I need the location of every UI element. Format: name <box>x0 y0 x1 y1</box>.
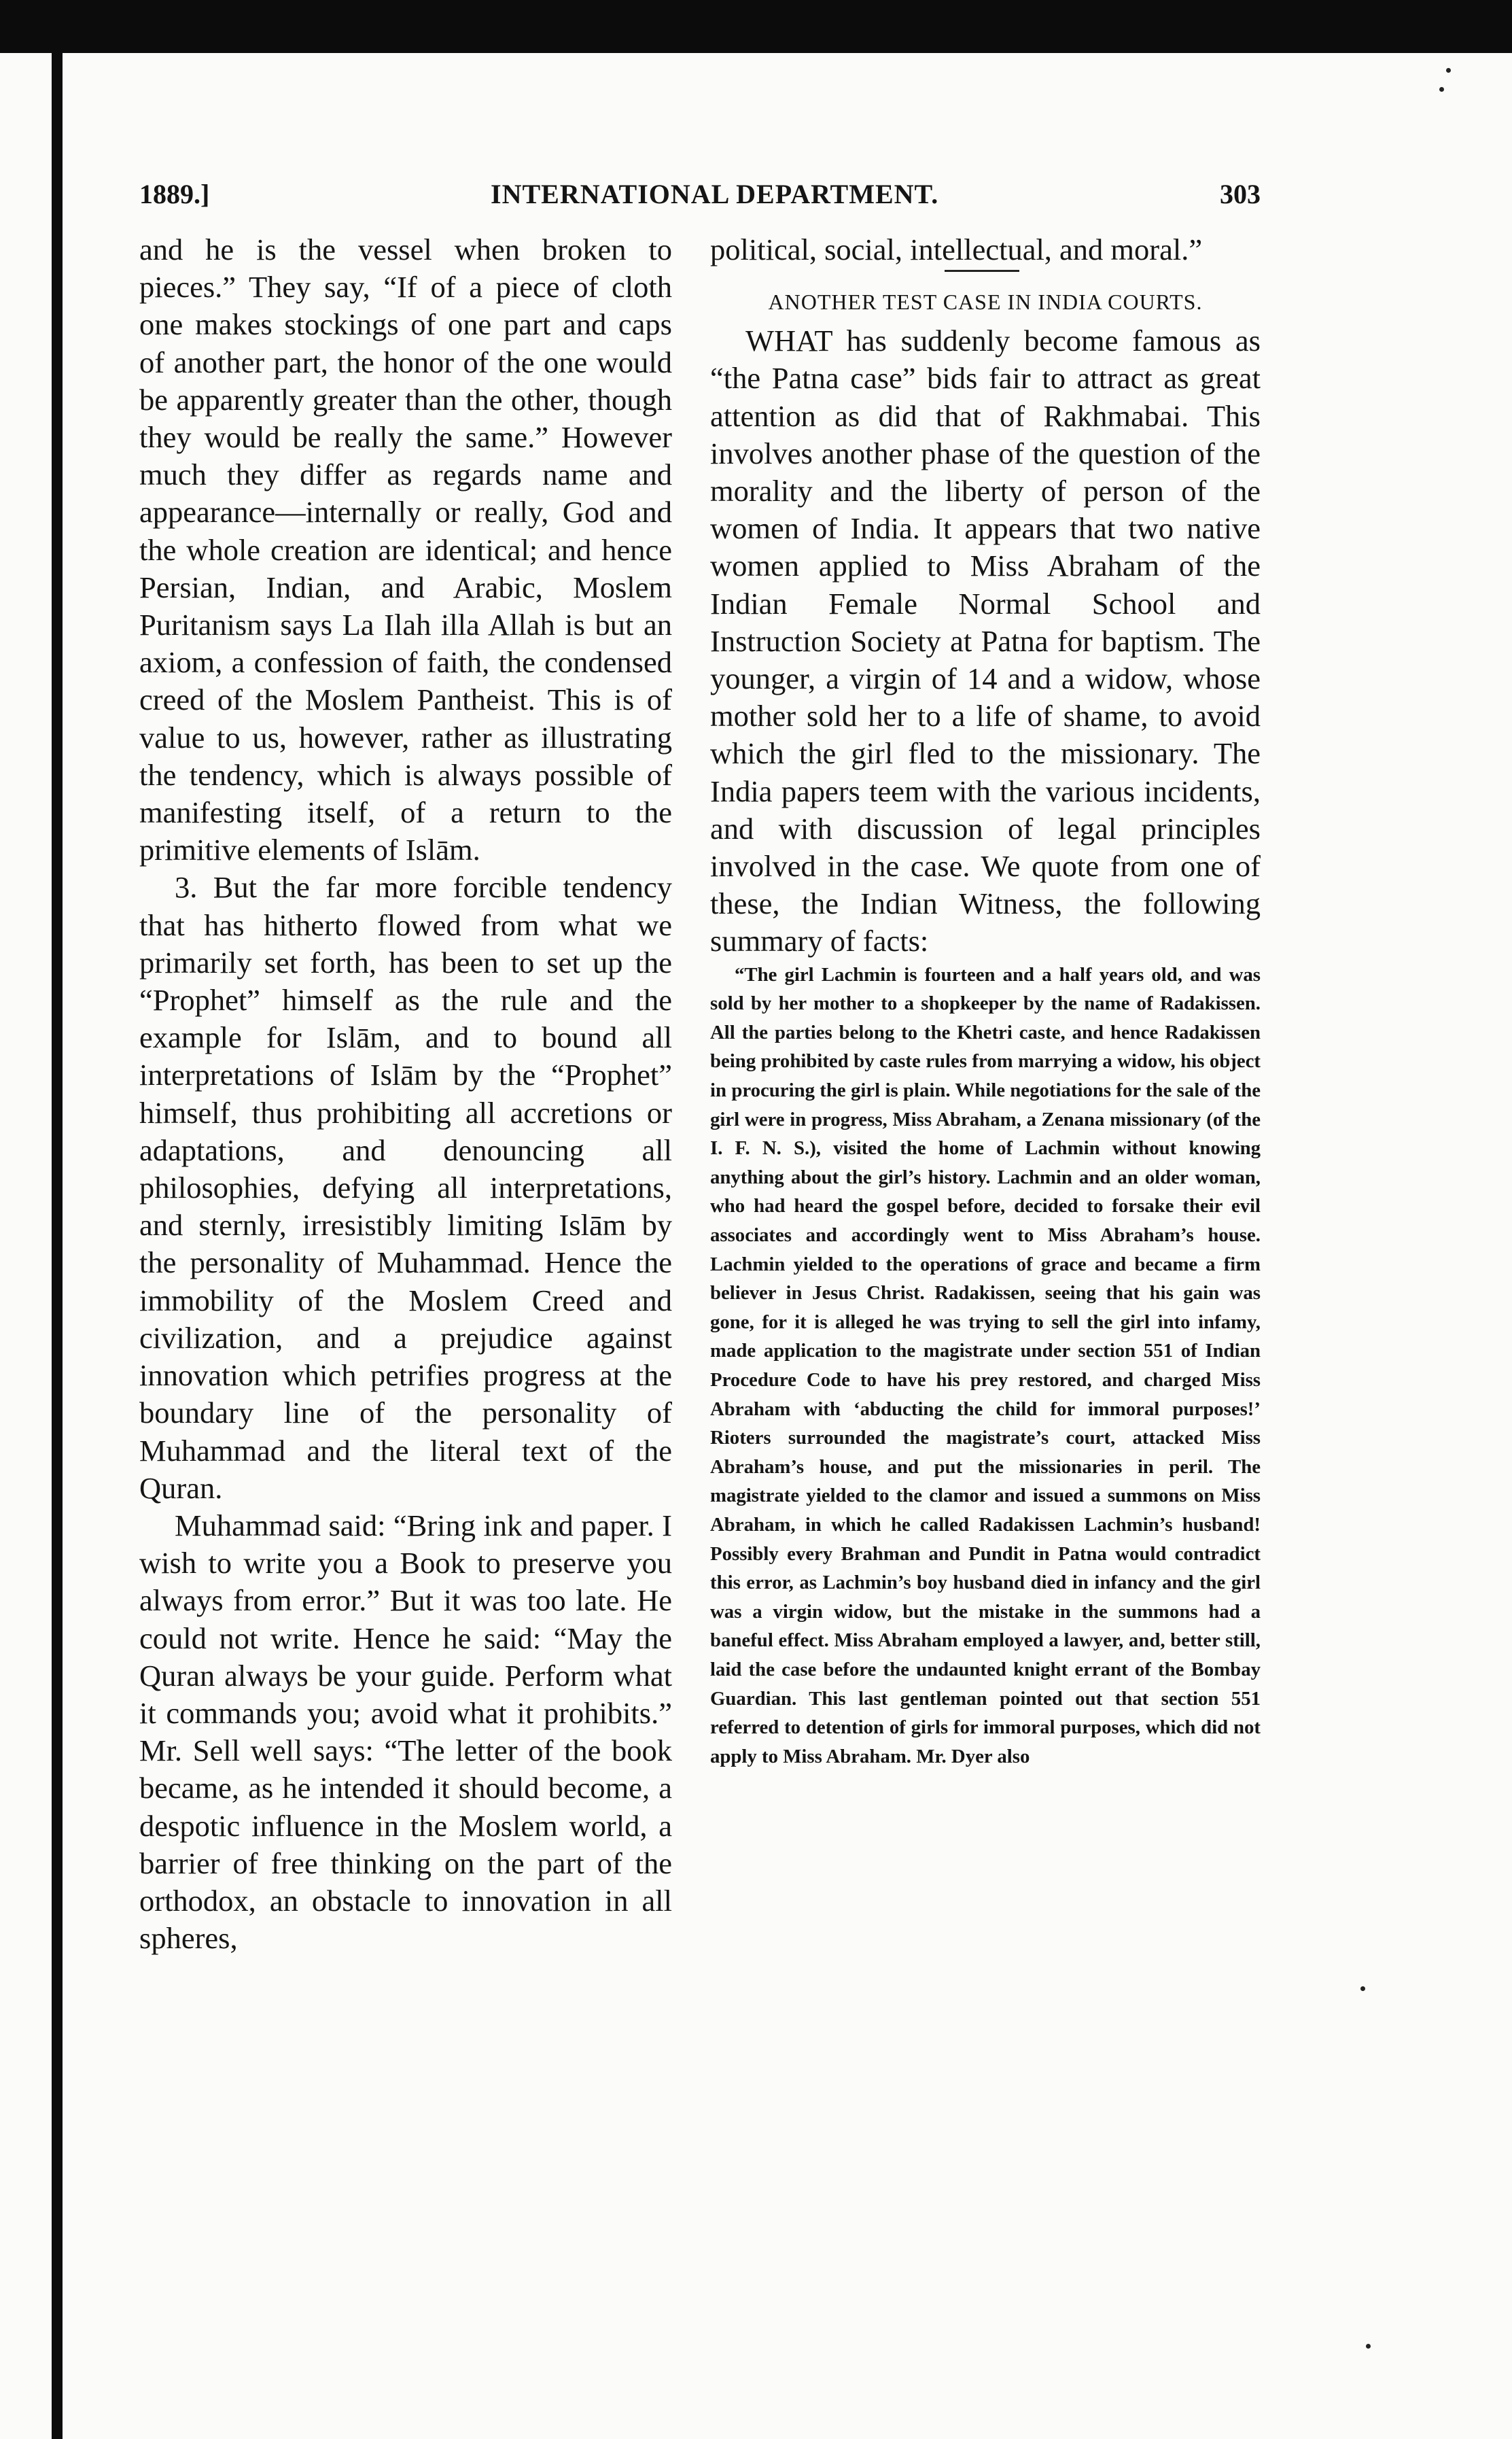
running-header <box>139 178 1261 210</box>
scan-speck <box>1446 68 1451 73</box>
left-paragraph-3: Muhammad said: “Bring ink and paper. I wish to write you a Book to preserve you always from error.” But it was too late. He could not write. Hence he said: “May the Quran always be your guide. Perform what it commands you; avoid what it prohibits.” Mr. Sell well says: “The letter of the book became, as he intended it should become, a despotic influence in the Moslem world, a barrier of free thinking on the part of the orthodox, an obstacle to innovation in all spheres, <box>139 1508 672 1956</box>
quoted-summary: “The girl Lachmin is fourteen and a half years old, and was sold by her mother to a shopkeeper by the name of Radakissen. All the parties belong to the Khetri caste, and hence Radakissen being prohibited by caste rules from marrying a widow, his object in procuring the girl is plain. While negotiations for the sale of the girl were in progress, Miss Abraham, a Zenana missionary (of the I. F. N. S.), visited the home of Lachmin without knowing anything about the girl’s history. Lachmin and an older woman, who had heard the gospel before, decided to forsake their evil associates and accordingly went to Miss Abraham’s house. Lachmin yielded to the operations of grace and became a firm believer in Jesus Christ. Radakissen, seeing that his gain was gone, for it is alleged he was trying to sell the girl into infamy, made application to the magistrate under section 551 of Indian Procedure Code to have his prey restored, and charged Miss Abraham with ‘abducting the child for immoral purposes!’ Rioters surrounded the magistrate’s court, attacked Miss Abraham’s house, and put the missionaries in peril. The magistrate yielded to the clamor and issued a summons on Miss Abraham, in which he called Radakissen Lachmin’s husband! Possibly every Brahman and Pundit in Patna would contradict this error, as Lachmin’s boy husband died in infancy and the girl was a virgin widow, but the mistake in the summons had a baneful effect. Miss Abraham employed a lawyer, and, better still, laid the case before the undaunted knight errant of the Bombay Guardian. This last gentleman pointed out that section 551 referred to detention of girls for immoral purposes, which did not apply to Miss Abraham. Mr. Dyer also <box>710 963 1261 1767</box>
section-heading: ANOTHER TEST CASE IN INDIA COURTS. <box>768 290 1203 315</box>
scan-left-binding-edge <box>52 41 63 2439</box>
header-title: INTERNATIONAL DEPARTMENT. <box>491 179 939 209</box>
header-year: 1889.] <box>139 179 210 209</box>
left-paragraph-1: and he is the vessel when broken to pieces.” They say, “If of a piece of cloth one makes stockings of one part and caps of another part, the honor of the one would be apparently greater than the other, though they would be really the same.” However much they differ as regards name and appearance—internally or really, God and the whole creation are identical; and hence Persian, Indian, and Arabic, Moslem Puritanism says La Ilah illa Allah is but an axiom, a confession of faith, the condensed creed of the Moslem Pantheist. This is of value to us, however, rather as illustrating the tendency, which is always possible of manifesting itself, of a return to the primitive elements of Islām. <box>139 232 672 867</box>
left-paragraph-2: 3. But the far more forcible tendency that has hitherto flowed from what we primarily set forth, has been to set up the “Prophet” himself as the rule and the example for Islām, and to bound all interpretations of Islām by the “Prophet” himself, thus prohibiting all accretions or adaptations, and denouncing all philosophies, defying all interpretations, and sternly, irresistibly limiting Islām by the personality of Muhammad. Hence the immobility of the Moslem Creed and civilization, and a prejudice against innovation which petrifies progress at the boundary line of the personality of Muhammad and the literal text of the Quran. <box>139 870 672 1505</box>
right-column <box>710 231 1261 1771</box>
section-divider <box>945 270 1019 272</box>
scan-speck <box>1360 1986 1365 1991</box>
right-paragraph-2: WHAT has suddenly become famous as “the Patna case” bids fair to attract as great attention as did that of Rakhmabai. This involves another phase of the question of the morality and the liberty of person of the women of India. It appears that two native women applied to Miss Abraham of the Indian Female Normal School and Instruction Society at Patna for baptism. The younger, a virgin of 14 and a widow, whose mother sold her to a life of shame, to avoid which the girl fled to the missionary. The India papers teem with the various incidents, and with discussion of legal principles involved in the case. We quote from one of these, the Indian Witness, the following summary of facts: <box>710 324 1261 958</box>
scan-top-border <box>0 0 1512 53</box>
left-column <box>139 231 672 1957</box>
right-paragraph-1: political, social, intellectual, and moral.” <box>710 232 1203 266</box>
scan-speck <box>1439 87 1444 92</box>
page-number: 303 <box>1219 179 1261 209</box>
scan-speck <box>1366 2344 1371 2349</box>
